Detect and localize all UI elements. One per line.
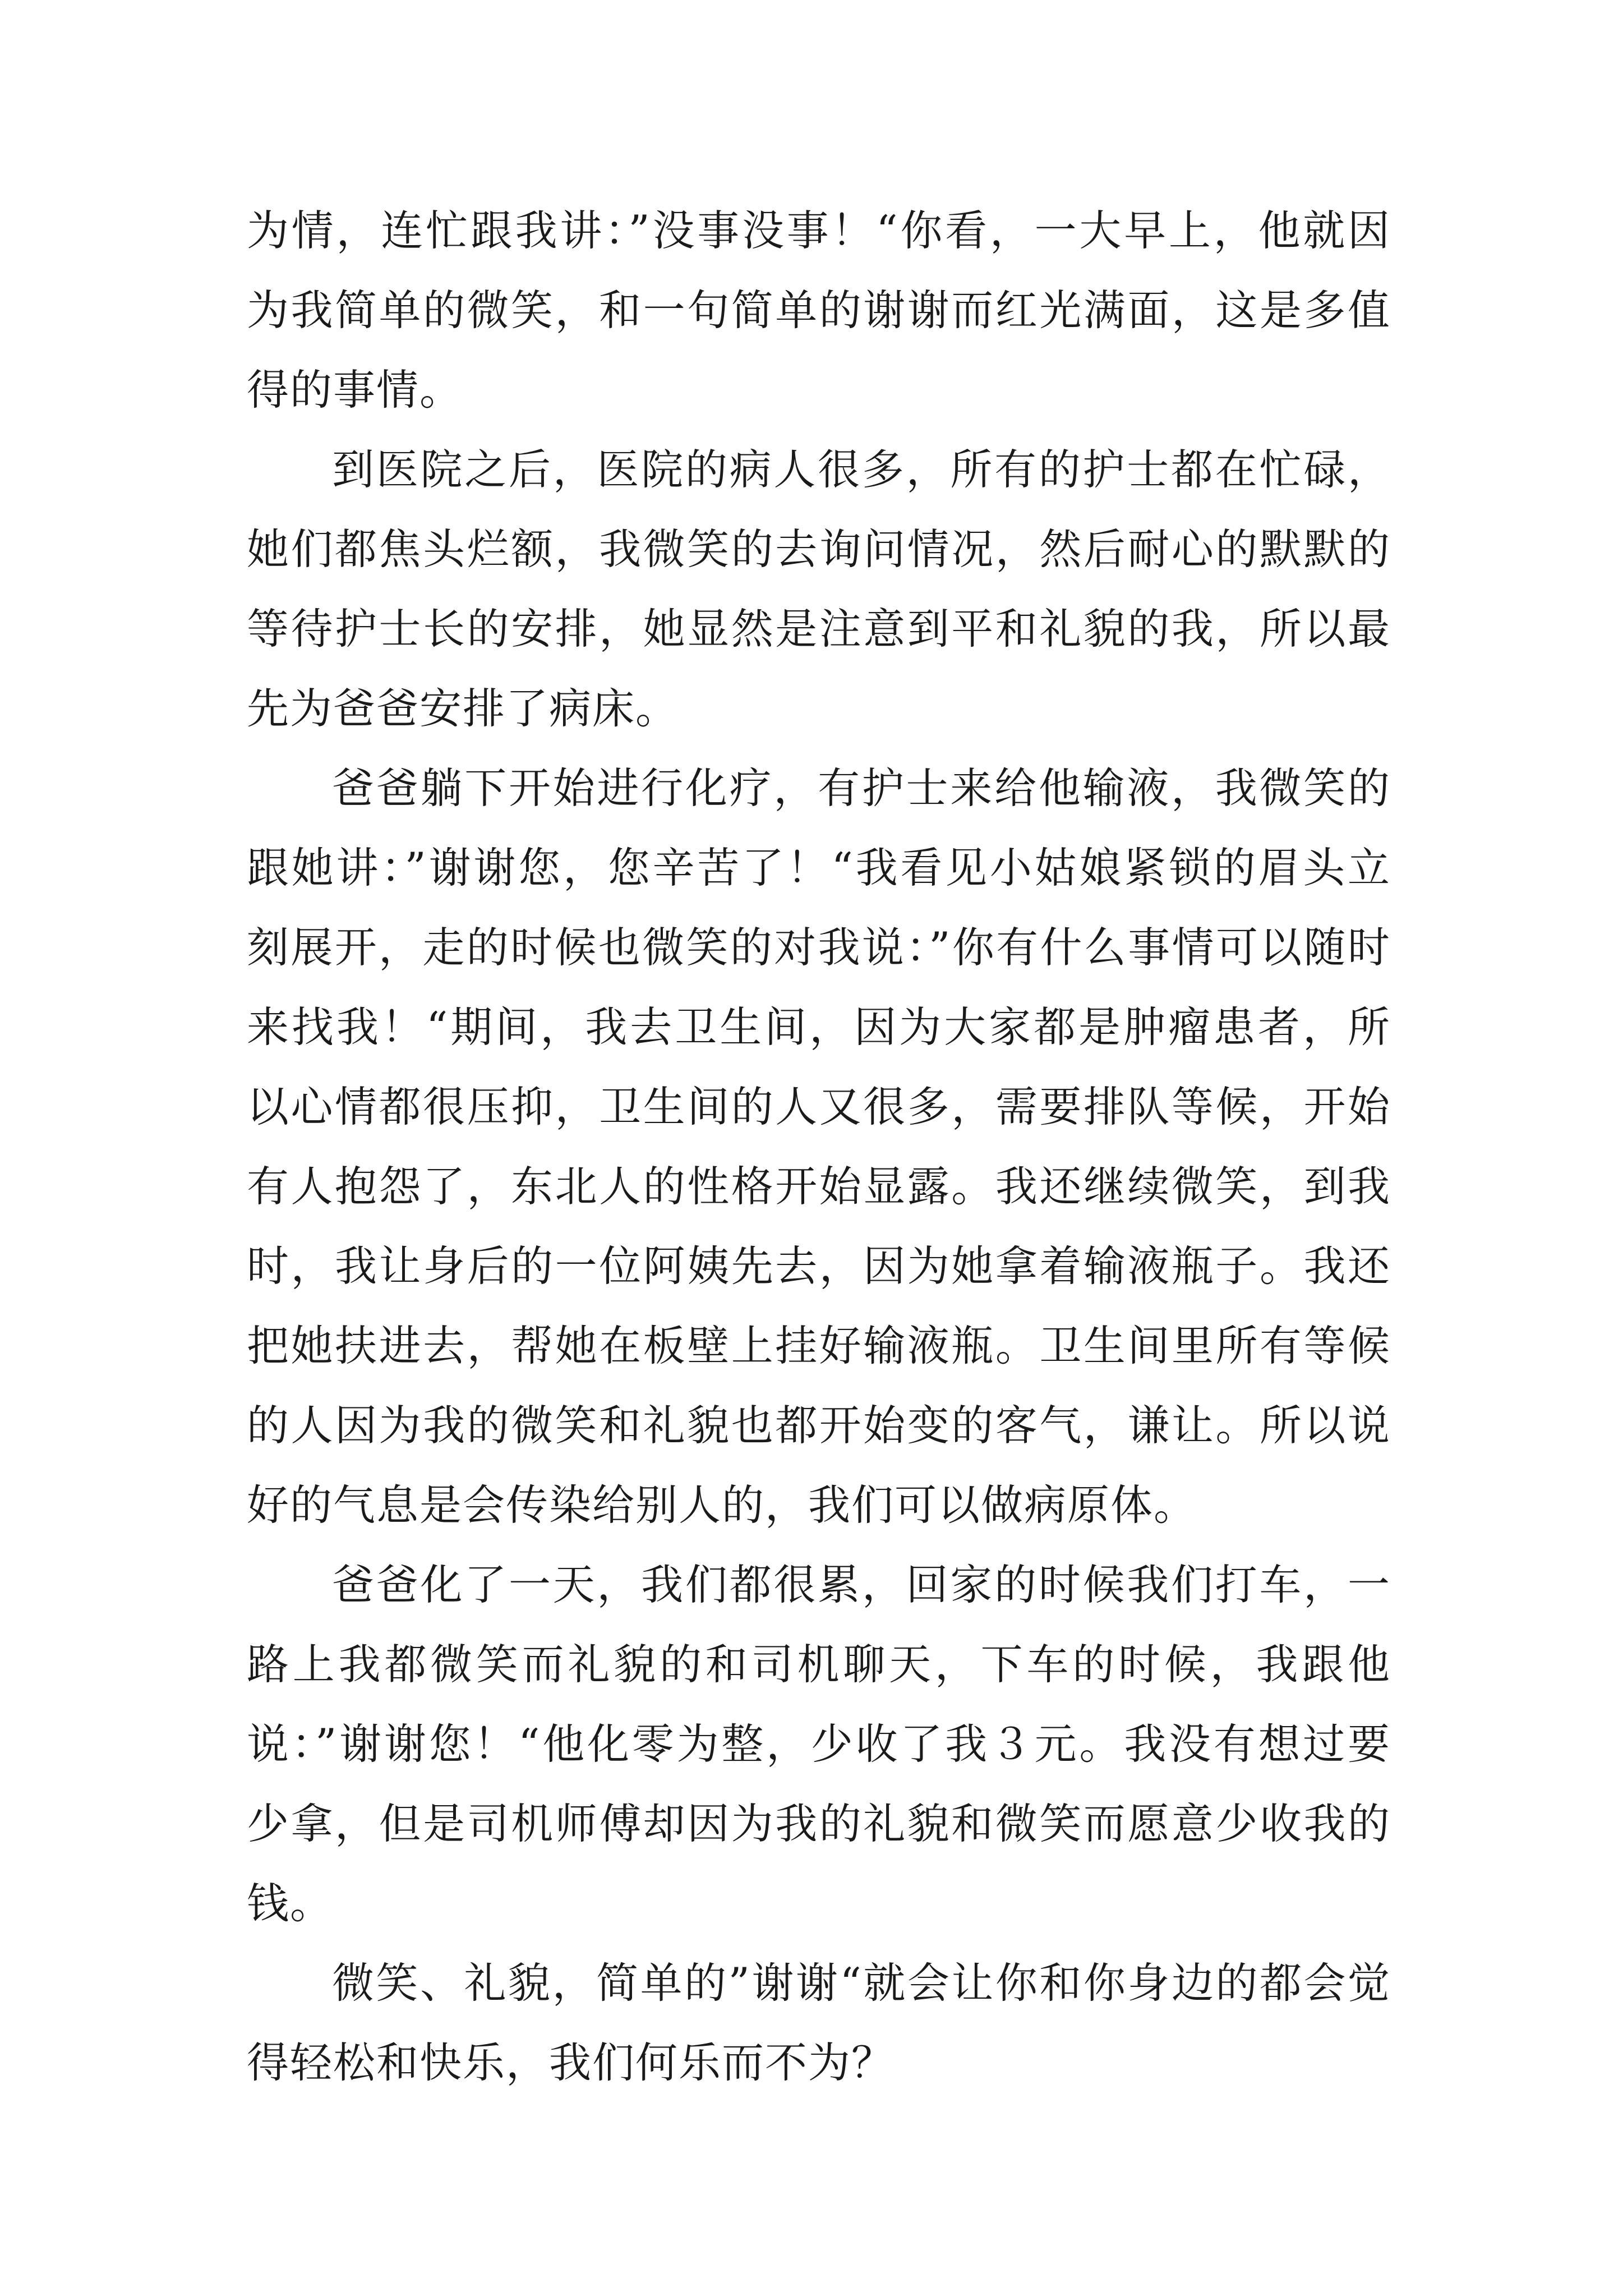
- paragraph-3: 爸爸躺下开始进行化疗，有护士来给他输液，我微笑的跟她讲：”谢谢您，您辛苦了！“我看见小姑娘紧锁的眉头立刻展开，走的时候也微笑的对我说：”你有什么事情可以随时来找我！“期间，我去卫生间，因为大家都是肿瘤患者，所以心情都很压抑，卫生间的人又很多，需要排队等候，开始有人抱怨了，东北人的性格开始显露。我还继续微笑，到我时，我让身后的一位阿姨先去，因为她拿着输液瓶子。我还把她扶进去，帮她在板壁上挂好输液瓶。卫生间里所有等候的人因为我的微笑和礼貌也都开始变的客气，谦让。所以说好的气息是会传染给别人的，我们可以做病原体。: [247, 763, 1391, 1530]
- paragraph-2: 到医院之后，医院的病人很多，所有的护士都在忙碌，她们都焦头烂额，我微笑的去询问情况，然后耐心的默默的等待护士长的安排，她显然是注意到平和礼貌的我，所以最先为爸爸安排了病床。: [247, 445, 1391, 733]
- paragraph-5: 微笑、礼貌，简单的”谢谢“就会让你和你身边的都会觉得轻松和快乐，我们何乐而不为？: [247, 1958, 1391, 2087]
- document-body: [247, 191, 1391, 2102]
- paragraph-4: 爸爸化了一天，我们都很累，回家的时候我们打车，一路上我都微笑而礼貌的和司机聊天，下车的时候，我跟他说：”谢谢您！“他化零为整，少收了我３元。我没有想过要少拿，但是司机师傅却因为我的礼貌和微笑而愿意少收我的钱。: [247, 1560, 1391, 1928]
- paragraph-1: 为情，连忙跟我讲：”没事没事！“你看，一大早上，他就因为我简单的微笑，和一句简单的谢谢而红光满面，这是多值得的事情。: [247, 206, 1391, 415]
